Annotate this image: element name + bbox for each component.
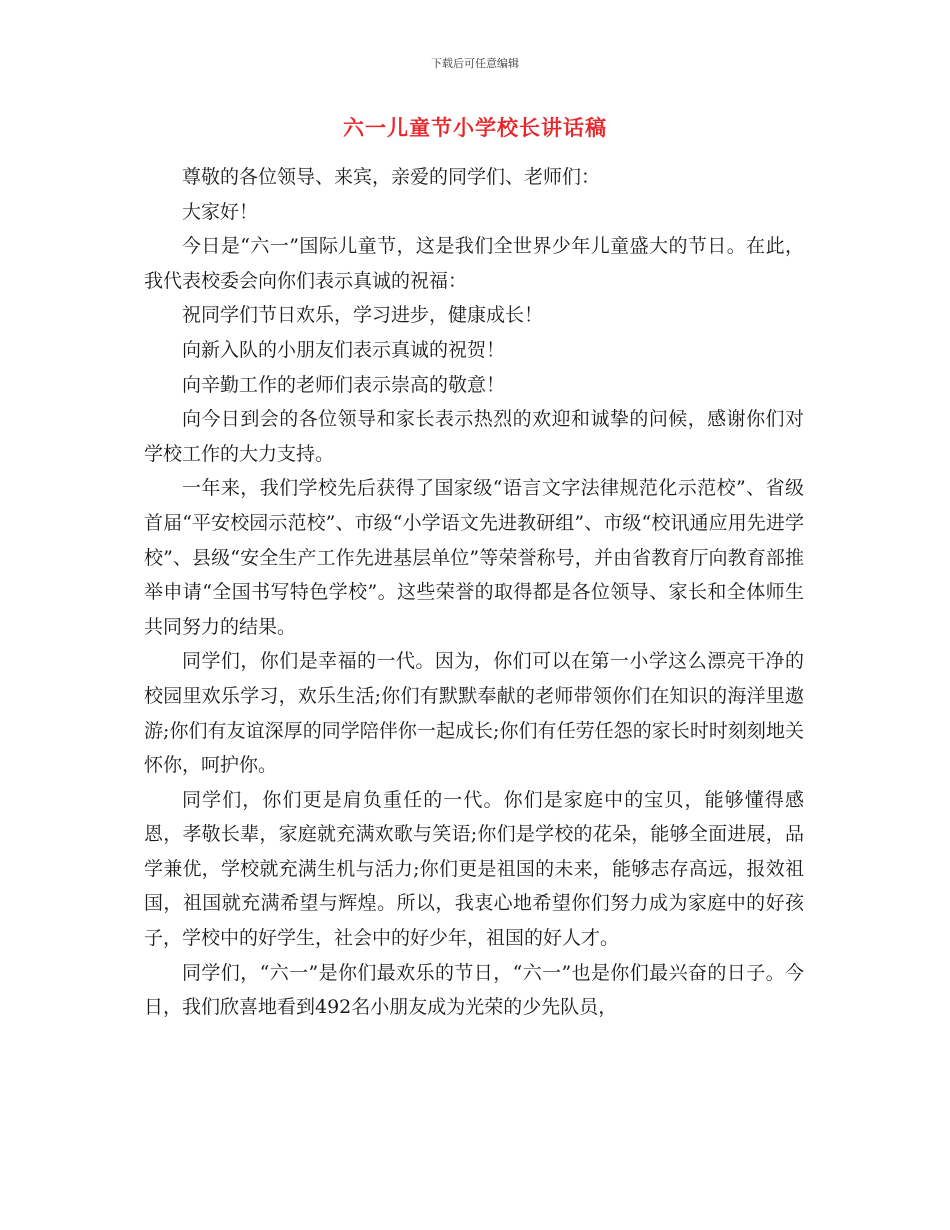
paragraph: 向今日到会的各位领导和家长表示热烈的欢迎和诚挚的问候，感谢你们对学校工作的大力支持。 <box>144 408 804 465</box>
paragraph-greeting: 大家好！ <box>182 200 259 223</box>
paragraph: 同学们，“六一”是你们最欢乐的节日，“六一”也是你们最兴奋的日子。今日，我们欣喜地看到492名小朋友成为光荣的少先队员， <box>144 961 804 1019</box>
document-body <box>144 160 804 1025</box>
paragraph-salutation: 尊敬的各位领导、来宾，亲爱的同学们、老师们： <box>182 166 601 188</box>
paragraph: 同学们，你们更是肩负重任的一代。你们是家庭中的宝贝，能够懂得感恩，孝敬长辈，家庭就充满欢歌与笑语;你们是学校的花朵，能够全面进展，品学兼优，学校就充满生机与活力;你们更是祖国的未来，能够志存高远，报效祖国，祖国就充满希望与辉煌。所以，我衷心地希望你们努力成为家庭中的好孩子，学校中的好学生，社会中的好少年，祖国的好人才。 <box>144 788 804 950</box>
paragraph: 一年来，我们学校先后获得了国家级“语言文字法律规范化示范校”、省级首届“平安校园示范校”、市级“小学语文先进教研组”、市级“校讯通应用先进学校”、县级“安全生产工作先进基层单位”等荣誉称号，并由省教育厅向教育部推举申请“全国书写特色学校”。这些荣誉的取得都是各位领导、家长和全体师生共同努力的结果。 <box>144 477 804 638</box>
paragraph: 向新入队的小朋友们表示真诚的祝贺！ <box>182 338 506 361</box>
paragraph: 今日是“六一”国际儿童节，这是我们全世界少年儿童盛大的节日。在此，我代表校委会向你们表示真诚的祝福： <box>144 235 804 292</box>
paragraph: 同学们，你们是幸福的一代。因为，你们可以在第一小学这么漂亮干净的校园里欢乐学习，欢乐生活;你们有默默奉献的老师带领你们在知识的海洋里遨游;你们有友谊深厚的同学陪伴你一起成长;你们有任劳任怨的家长时时刻刻地关怀你，呵护你。 <box>144 650 804 777</box>
document-title: 六一儿童节小学校长讲话稿 <box>343 116 607 140</box>
paragraph: 祝同学们节日欢乐，学习进步，健康成长！ <box>182 304 544 327</box>
header-note: 下载后可任意编辑 <box>431 57 519 70</box>
paragraph: 向辛勤工作的老师们表示崇高的敬意！ <box>182 373 506 396</box>
